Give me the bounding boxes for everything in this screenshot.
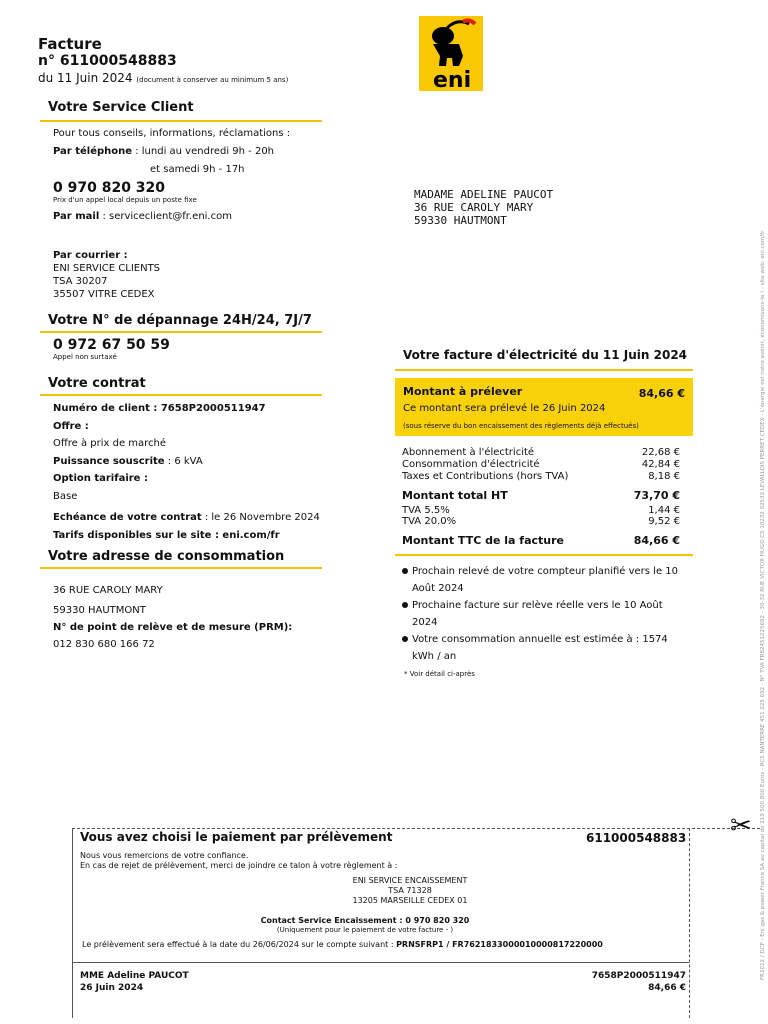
phone-hours: : lundi au vendredi 9h - 20h: [135, 146, 275, 157]
coupon-amount: 84,66 €: [648, 983, 686, 993]
line-taxes-amount: 8,18 €: [648, 471, 680, 482]
post-line-1: ENI SERVICE CLIENTS: [53, 263, 161, 274]
depannage-phone[interactable]: 0 972 67 50 59: [53, 337, 170, 353]
tva-55-label: TVA 5.5%: [402, 505, 450, 516]
option-value: Base: [53, 490, 78, 502]
line-taxes-label: Taxes et Contributions (hors TVA): [402, 471, 569, 482]
coupon-name: MME Adeline PAUCOT: [80, 971, 189, 981]
depannage-note: Appel non surtaxé: [53, 353, 117, 361]
service-phone[interactable]: 0 970 820 320: [53, 180, 166, 196]
eni-logo: [419, 16, 483, 91]
coupon-addr-1: ENI SERVICE ENCAISSEMENT: [352, 876, 468, 885]
coupon-separator: [72, 962, 689, 963]
recipient-city: 59330 HAUTMONT: [414, 214, 507, 227]
coupon-contact-note: (Uniquement pour le paiement de votre facture - ): [276, 926, 454, 934]
coupon-client: 7658P2000511947: [591, 971, 686, 981]
line-consommation-label: Consommation d'électricité: [402, 459, 540, 470]
option-label: Option tarifaire :: [53, 473, 148, 484]
echeance-label: Echéance de votre contrat: [53, 512, 202, 523]
coupon-side-line: [72, 828, 73, 1018]
recipient-street: 36 RUE CAROLY MARY: [414, 201, 534, 214]
mail-address[interactable]: : serviceclient@fr.eni.com: [102, 211, 232, 222]
client-number: Numéro de client : 7658P2000511947: [53, 403, 266, 414]
prm-value: 012 830 680 166 72: [53, 639, 155, 650]
coupon-debit-text: Le prélèvement sera effectué à la date du 26/06/2024 sur le compte suivant :: [82, 940, 394, 949]
prelever-date: Ce montant sera prélevé le 26 Juin 2024: [403, 403, 606, 414]
coupon-cut-line: [72, 828, 760, 829]
tva-20-label: TVA 20.0%: [402, 516, 457, 527]
invoice-number: n° 611000548883: [38, 53, 177, 69]
post-label: Par courrier :: [53, 250, 128, 261]
line-abonnement-label: Abonnement à l'électricité: [402, 447, 535, 458]
ttc-amount: 84,66 €: [633, 534, 680, 547]
bullet-consommation: Votre consommation annuelle est estimée à : 1574 kWh / an: [412, 634, 668, 662]
coupon-account: PRNSFRP1 / FR7621833000010000817220000: [396, 940, 603, 949]
total-ht-amount: 73,70 €: [633, 489, 680, 502]
coupon-thanks: Nous vous remercions de votre confiance.: [80, 851, 249, 860]
coupon-number: 611000548883: [586, 831, 687, 845]
invoice-date: du 11 Juin 2024: [38, 71, 133, 85]
coupon-addr-3: 13205 MARSEILLE CEDEX 01: [352, 896, 468, 905]
contrat-heading: Votre contrat: [48, 376, 146, 391]
ttc-label: Montant TTC de la facture: [402, 534, 564, 547]
coupon-contact: Contact Service Encaissement : 0 970 820 320: [260, 916, 470, 925]
coupon-date: 26 Juin 2024: [80, 983, 144, 993]
bullet-icon: [402, 602, 408, 608]
bullet-icon: [402, 568, 408, 574]
service-intro: Pour tous conseils, informations, réclamations :: [53, 128, 291, 139]
legal-side-text: FR2012 / DCP - Eni gas & power France SA au capital de 219 500 800 Euros - RCS NANTERRE 451 225 692 - N° TVA FR82451225692 - 30-32 RUE VICTOR HUGO CS 10232 92532 LEVALLOIS PERRET CEDEX - L'énergie est notre avenir, économisons-la ! - site web: eni.com/fr: [760, 230, 766, 980]
tva-20-amount: 9,52 €: [648, 516, 680, 527]
phone-hours-saturday: et samedi 9h - 17h: [150, 164, 245, 175]
svg-text:eni: eni: [433, 68, 472, 91]
scissors-icon: ✂: [730, 811, 752, 841]
prelever-box: [395, 378, 693, 436]
coupon-title: Vous avez choisi le paiement par prélèvement: [80, 830, 393, 844]
tva-55-amount: 1,44 €: [648, 505, 680, 516]
prelever-amount: 84,66 €: [638, 387, 685, 400]
consommation-heading: Votre adresse de consommation: [48, 549, 285, 564]
phone-label: Par téléphone: [53, 146, 133, 157]
prelever-label: Montant à prélever: [403, 385, 523, 398]
invoice-keep-note: (document à conserver au minimum 5 ans): [136, 76, 289, 84]
bullet-icon: [402, 636, 408, 642]
mail-label: Par mail: [53, 211, 100, 222]
facture-heading: Votre facture d'électricité du 11 Juin 2024: [403, 348, 688, 362]
line-abonnement-amount: 22,68 €: [641, 447, 680, 458]
post-line-3: 35507 VITRE CEDEX: [53, 289, 155, 300]
bullet-releve: Prochain relevé de votre compteur planifié vers le 10 Août 2024: [412, 566, 679, 594]
echeance-value: : le 26 Novembre 2024: [204, 512, 320, 523]
coupon-right-line: [689, 828, 690, 1018]
post-line-2: TSA 30207: [53, 276, 108, 287]
line-consommation-amount: 42,84 €: [641, 459, 680, 470]
coupon-addr-2: TSA 71328: [388, 886, 432, 895]
offre-label: Offre :: [53, 420, 89, 432]
service-phone-note: Prix d'un appel local depuis un poste fixe: [53, 196, 197, 204]
coupon-reject: En cas de rejet de prélèvement, merci de joindre ce talon à votre règlement à :: [80, 861, 398, 870]
depannage-heading: Votre N° de dépannage 24H/24, 7J/7: [48, 313, 312, 328]
invoice-title: Facture: [38, 35, 102, 53]
tarifs-link[interactable]: Tarifs disponibles sur le site : eni.com/fr: [53, 529, 280, 541]
service-heading: Votre Service Client: [48, 100, 194, 115]
puissance-label: Puissance souscrite: [53, 455, 165, 467]
bullet-prochaine-facture: Prochaine facture sur relève réelle vers le 10 Août 2024: [412, 600, 663, 628]
total-ht-label: Montant total HT: [402, 489, 508, 502]
prm-label: N° de point de relève et de mesure (PRM):: [53, 622, 293, 633]
puissance-value: : 6 kVA: [167, 455, 203, 467]
recipient-name: MADAME ADELINE PAUCOT: [414, 188, 554, 201]
footnote: * Voir détail ci-après: [404, 670, 475, 678]
consommation-line-2: 59330 HAUTMONT: [53, 605, 146, 616]
offre-value: Offre à prix de marché: [53, 438, 167, 449]
consommation-line-1: 36 RUE CAROLY MARY: [53, 585, 163, 596]
prelever-note: (sous réserve du bon encaissement des règlements déjà effectués): [403, 422, 639, 430]
